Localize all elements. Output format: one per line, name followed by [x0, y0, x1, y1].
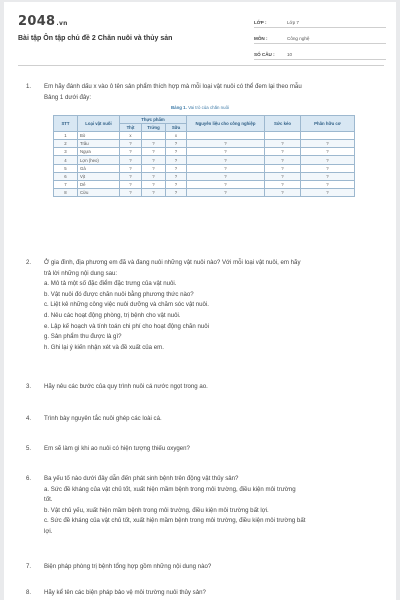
row-number-cell: 3: [54, 148, 78, 156]
question-number: 1.: [26, 83, 32, 90]
table-row: [54, 188, 355, 196]
question-text: Biện pháp phòng trị bệnh tổng hợp gồm những nội dung nào?: [44, 563, 212, 570]
row-number-cell: 7: [54, 180, 78, 188]
question-text: trả lời những nội dung sau:: [44, 269, 118, 277]
answer-item: a. Mô tả một số đặc điểm đặc trưng của vật nuôi.: [44, 280, 177, 288]
header-meat: Thịt: [120, 124, 142, 132]
answer-cell[interactable]: ?: [301, 188, 355, 196]
answer-cell[interactable]: ?: [187, 188, 265, 196]
question-text: Hãy kể tên các biện pháp bảo vệ môi trường nuôi thủy sản?: [44, 589, 206, 596]
answer-cell[interactable]: x: [120, 132, 142, 140]
meta-value: 10: [287, 52, 293, 57]
table-header-row: [54, 116, 355, 124]
question-6: [26, 474, 376, 538]
question-number: 4.: [26, 415, 32, 422]
question-2: [26, 258, 376, 353]
answer-cell[interactable]: ?: [166, 148, 187, 156]
answer-cell[interactable]: ?: [187, 180, 265, 188]
table-row: [54, 164, 355, 172]
question-text: Ba yếu tố nào dưới đây dẫn đến phát sinh bệnh trên động vật thủy sản?: [44, 475, 239, 482]
answer-option-a[interactable]: [44, 485, 376, 506]
answer-cell[interactable]: ?: [265, 172, 301, 180]
animal-name-cell: Lợn (heo): [78, 156, 120, 164]
answer-item: g. Sản phẩm thu được là gì?: [44, 333, 122, 341]
question-text: Hãy nêu các bước của quy trình nuôi cá nước ngọt trong ao.: [44, 383, 208, 390]
answer-cell[interactable]: ?: [265, 156, 301, 164]
brand-suffix: .vn: [56, 20, 68, 27]
table-body: [54, 132, 355, 197]
answer-cell[interactable]: ?: [120, 156, 142, 164]
answer-item: e. Lập kế hoạch và tính toán chi phí cho hoạt động chăn nuôi: [44, 322, 209, 330]
answer-cell[interactable]: ?: [301, 172, 355, 180]
answer-cell[interactable]: ?: [120, 180, 142, 188]
animal-name-cell: Ngựa: [78, 148, 120, 156]
option-text: b. Vật chủ yếu, xuất hiện mầm bệnh trong môi trường, điều kiện môi trường bất lợi.: [44, 506, 269, 514]
answer-cell[interactable]: ?: [301, 164, 355, 172]
table-row: [54, 156, 355, 164]
answer-cell[interactable]: ?: [187, 148, 265, 156]
header-manure: Phân hữu cơ: [301, 116, 355, 132]
question-1: [26, 82, 376, 103]
table-caption-text: Vai trò của chăn nuôi: [186, 105, 229, 110]
answer-item: c. Liệt kê những công việc nuôi dưỡng và chăm sóc vật nuôi.: [44, 301, 209, 309]
question-number: 3.: [26, 383, 32, 390]
animal-name-cell: Vịt: [78, 172, 120, 180]
row-number-cell: 4: [54, 156, 78, 164]
question-number: 7.: [26, 563, 32, 570]
document-title: Bài tập Ôn tập chủ đề 2 Chăn nuôi và thủy sản: [18, 35, 173, 42]
question-8: [26, 588, 376, 599]
answer-cell[interactable]: ?: [265, 164, 301, 172]
question-4: [26, 414, 376, 425]
header-stt: STT: [54, 116, 78, 132]
table-row: [54, 180, 355, 188]
header-material: Nguyên liệu cho công nghiệp: [187, 116, 265, 132]
answer-item: b. Vật nuôi đó được chăn nuôi bằng phương thức nào?: [44, 290, 194, 298]
row-number-cell: 2: [54, 140, 78, 148]
answer-cell[interactable]: ?: [166, 188, 187, 196]
animal-name-cell: Cừu: [78, 188, 120, 196]
answer-cell[interactable]: [187, 132, 265, 140]
meta-row-subject: [254, 30, 386, 44]
option-text: c. Sức đề kháng của vật chủ tốt, xuất hiện mầm bệnh trong môi trường, điều kiện môi trường bất: [44, 517, 306, 525]
answer-cell[interactable]: ?: [187, 164, 265, 172]
animal-name-cell: Gà: [78, 164, 120, 172]
answer-cell[interactable]: ?: [142, 164, 166, 172]
meta-key: SỐ CÂU :: [254, 52, 275, 57]
answer-cell[interactable]: ?: [265, 140, 301, 148]
question-number: 6.: [26, 475, 32, 482]
question-number: 8.: [26, 589, 32, 596]
row-number-cell: 8: [54, 188, 78, 196]
answer-cell[interactable]: [265, 132, 301, 140]
row-number-cell: 5: [54, 164, 78, 172]
answer-cell[interactable]: ?: [166, 164, 187, 172]
header-draft: Sức kéo: [265, 116, 301, 132]
header-food: Thực phẩm: [120, 116, 187, 124]
table-row: [54, 132, 355, 140]
meta-key: MÔN :: [254, 36, 268, 41]
answer-cell[interactable]: x: [166, 132, 187, 140]
meta-row-count: [254, 46, 386, 60]
answer-cell[interactable]: ?: [166, 156, 187, 164]
header-egg: Trứng: [142, 124, 166, 132]
answer-cell[interactable]: ?: [166, 180, 187, 188]
header-divider: [18, 65, 384, 66]
answer-cell[interactable]: [301, 132, 355, 140]
answer-cell[interactable]: ?: [166, 140, 187, 148]
header-milk: Sữa: [166, 124, 187, 132]
answer-cell[interactable]: ?: [265, 180, 301, 188]
answer-cell[interactable]: ?: [301, 180, 355, 188]
worksheet-page: [4, 2, 396, 600]
answer-cell[interactable]: ?: [187, 156, 265, 164]
answer-cell[interactable]: ?: [120, 148, 142, 156]
option-text: a. Sức đề kháng của vật chủ tốt, xuất hiện mầm bệnh trong môi trường, điều kiện môi trường: [44, 485, 296, 493]
table-caption: [4, 105, 396, 110]
answer-cell[interactable]: ?: [142, 188, 166, 196]
answer-cell[interactable]: ?: [120, 164, 142, 172]
answer-cell[interactable]: ?: [187, 172, 265, 180]
meta-value: Công nghệ: [287, 36, 310, 41]
question-text: Trình bày nguyên tắc nuôi ghép các loài cá.: [44, 415, 162, 422]
answer-option-c[interactable]: [44, 516, 376, 537]
table-row: [54, 140, 355, 148]
option-text: lợi.: [44, 527, 53, 535]
animal-name-cell: Bò: [78, 132, 120, 140]
answer-cell[interactable]: ?: [120, 140, 142, 148]
question-number: 2.: [26, 259, 32, 266]
answer-cell[interactable]: ?: [142, 148, 166, 156]
answer-cell[interactable]: ?: [301, 156, 355, 164]
table-caption-label: Bảng 1.: [170, 105, 187, 110]
animal-name-cell: Dê: [78, 180, 120, 188]
meta-key: LỚP :: [254, 20, 267, 25]
header-animal: Loại vật nuôi: [78, 116, 120, 132]
animal-name-cell: Trâu: [78, 140, 120, 148]
meta-value: Lớp 7: [287, 20, 299, 25]
answer-cell[interactable]: ?: [120, 172, 142, 180]
answer-cell[interactable]: ?: [142, 140, 166, 148]
answer-cell[interactable]: ?: [301, 140, 355, 148]
option-text: tốt.: [44, 496, 53, 504]
meta-info: [254, 14, 386, 62]
question-text: Bảng 1 dưới đây:: [44, 93, 92, 101]
answer-cell[interactable]: ?: [187, 140, 265, 148]
table-row: [54, 148, 355, 156]
livestock-role-table: [53, 115, 355, 197]
answer-cell[interactable]: ?: [166, 172, 187, 180]
brand-logo[interactable]: [18, 14, 68, 29]
question-text: Ở gia đình, địa phương em đã và đang nuôi những vật nuôi nào? Với mỗi loại vật nuôi, em hãy: [44, 259, 301, 266]
question-number: 5.: [26, 445, 32, 452]
answer-cell[interactable]: [142, 132, 166, 140]
answer-cell[interactable]: ?: [120, 188, 142, 196]
answer-cell[interactable]: ?: [301, 148, 355, 156]
answer-option-b[interactable]: [44, 506, 376, 517]
question-3: [26, 382, 376, 393]
answer-cell[interactable]: ?: [142, 156, 166, 164]
question-7: [26, 562, 376, 573]
answer-cell[interactable]: ?: [265, 188, 301, 196]
question-text: Em sẽ làm gì khi ao nuôi có hiện tượng thiếu oxygen?: [44, 445, 190, 452]
answer-item: d. Nêu các hoạt động phòng, trị bệnh cho vật nuôi.: [44, 311, 181, 319]
row-number-cell: 6: [54, 172, 78, 180]
answer-cell[interactable]: ?: [142, 172, 166, 180]
answer-cell[interactable]: ?: [265, 148, 301, 156]
question-text: Em hãy đánh dấu x vào ô tên sản phẩm thích hợp mà mỗi loại vật nuôi có thể đem lại theo mẫu: [44, 83, 302, 90]
answer-item: h. Ghi lại ý kiến nhận xét và đề xuất của em.: [44, 343, 164, 351]
answer-cell[interactable]: ?: [142, 180, 166, 188]
meta-row-class: [254, 14, 386, 28]
brand-name: 2048: [18, 14, 56, 29]
row-number-cell: 1: [54, 132, 78, 140]
question-5: [26, 444, 376, 455]
table-row: [54, 172, 355, 180]
